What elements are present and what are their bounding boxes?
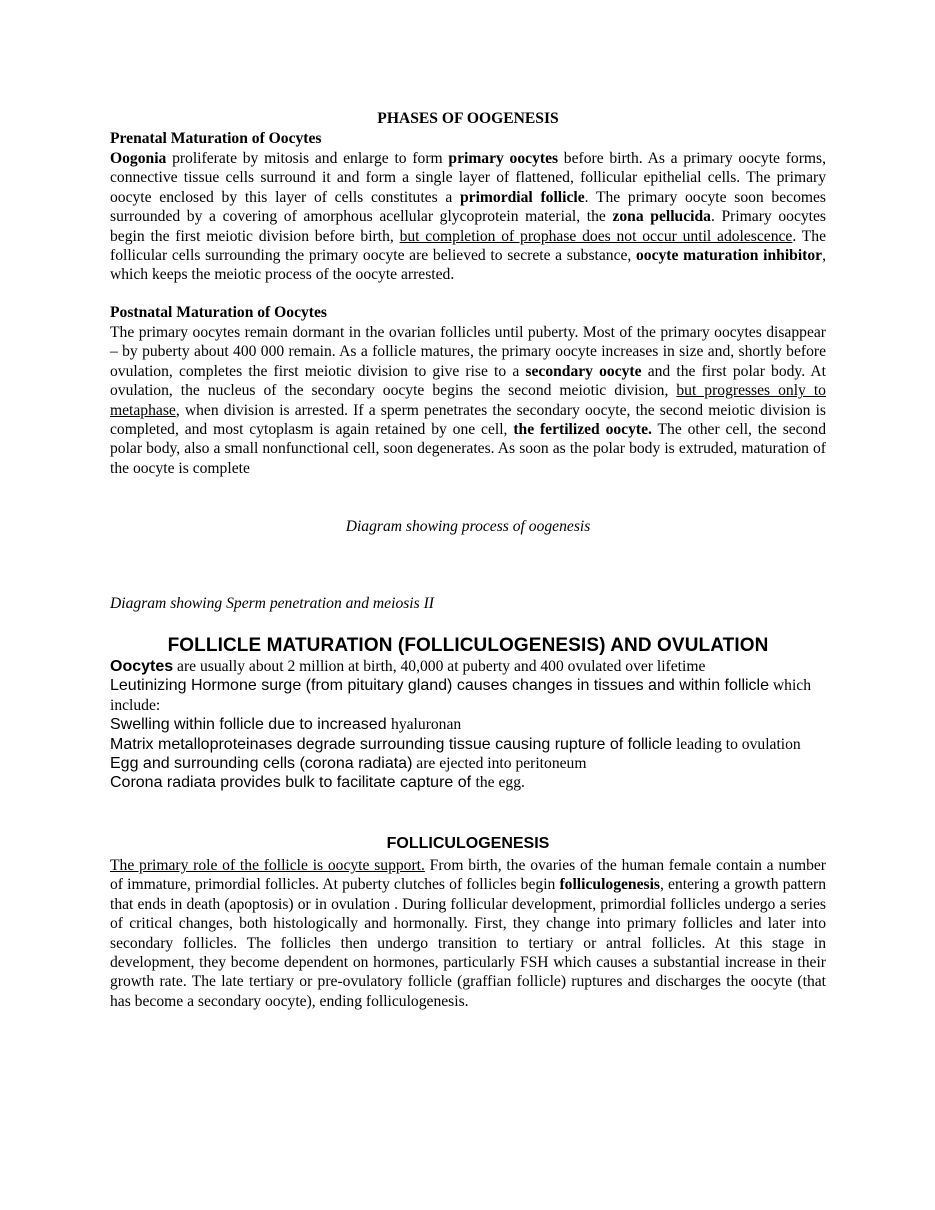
diagram-caption-oogenesis: Diagram showing process of oogenesis: [345, 518, 591, 535]
prenatal-paragraph: [110, 149, 826, 285]
text-run: folliculogenesis: [559, 876, 660, 894]
text-run: Corona radiata provides bulk to facilitate capture of: [110, 774, 476, 792]
follicle-list-item: [110, 773, 826, 792]
text-run: The primary oocytes remain dormant in the ovarian follicles until puberty. Most of the primary oocytes disappear – by puberty about 400 000 remain. As a follicle matures, the primary oocyte increases in size and, shortly before ovulation, completes the first meiotic division to give rise to a: [110, 324, 826, 380]
folliculogenesis-heading: FOLLICULOGENESIS: [386, 835, 550, 852]
text-run: but progresses only to metaphase: [110, 382, 826, 419]
text-run: before birth. As a primary oocyte forms, connective tissue cells surround it and form a single layer of flattened, follicular epithelial cells. The primary oocyte enclosed by this layer of cells constitutes a: [110, 150, 826, 206]
postnatal-heading: Postnatal Maturation of Oocytes: [110, 304, 327, 321]
follicle-list-item: [110, 735, 826, 754]
text-run: . Primary oocytes begin the first meiotic division before birth,: [110, 208, 826, 245]
text-run: , which keeps the meiotic process of the oocyte arrested.: [110, 247, 826, 284]
follicle-maturation-heading: FOLLICLE MATURATION (FOLLICULOGENESIS) AND OVULATION: [167, 635, 769, 656]
text-run: leading to ovulation: [672, 735, 801, 753]
text-run: the egg.: [475, 774, 525, 792]
follicle-list-item: [110, 657, 826, 676]
text-run: proliferate by mitosis and enlarge to form: [166, 150, 449, 167]
text-run: primordial follicle: [460, 188, 585, 206]
text-run: Matrix metalloproteinases degrade surrounding tissue causing rupture of follicle: [110, 735, 673, 753]
folliculogenesis-paragraph: [110, 856, 826, 1011]
text-run: The other cell, the second polar body, also a small nonfunctional cell, soon degenerates. As soon as the polar body is extruded, maturation of the oocyte is complete: [110, 421, 826, 477]
text-run: . The primary oocyte soon becomes surrounded by a covering of amorphous acellular glycoprotein material, the: [110, 188, 826, 226]
text-run: Swelling within follicle due to increased: [110, 716, 392, 734]
text-run: the fertilized oocyte.: [513, 421, 652, 439]
text-run: Oocytes: [110, 658, 174, 675]
text-run: hyaluronan: [391, 716, 462, 734]
text-run: are usually about 2 million at birth, 40,000 at puberty and 400 ovulated over lifetime: [173, 658, 706, 675]
text-run: From birth, the ovaries of the human female contain a number of immature, primordial follicles. At puberty clutches of follicles begin: [110, 857, 826, 894]
follicle-list-item: [110, 676, 826, 715]
diagram-caption-sperm-penetration: Diagram showing Sperm penetration and meiosis II: [110, 595, 434, 612]
text-run: Oogonia: [110, 150, 167, 167]
text-run: primary oocytes: [448, 150, 559, 167]
postnatal-paragraph: [110, 323, 826, 478]
text-run: Leutinizing Hormone surge (from pituitary gland) causes changes in tissues and within follicle: [110, 677, 769, 695]
text-run: oocyte maturation inhibitor: [636, 247, 823, 265]
text-run: are ejected into peritoneum: [412, 755, 587, 773]
text-run: secondary oocyte: [525, 362, 642, 380]
follicle-list-item: [110, 715, 826, 734]
prenatal-heading: Prenatal Maturation of Oocytes: [110, 130, 322, 147]
text-run: . The follicular cells surrounding the primary oocyte are believed to secrete a substance,: [110, 227, 826, 265]
text-run: but completion of prophase does not occur until adolescence: [399, 227, 793, 245]
text-run: Egg and surrounding cells (corona radiata): [110, 755, 413, 773]
text-run: The primary role of the follicle is oocyte support.: [110, 857, 425, 874]
document-title: PHASES OF OOGENESIS: [377, 110, 559, 127]
follicle-list-item: [110, 754, 826, 773]
text-run: and the first polar body. At ovulation, the nucleus of the secondary oocyte begins the second meiotic division,: [110, 362, 826, 400]
text-run: , when division is arrested. If a sperm penetrates the secondary oocyte, the second meiotic division is completed, and most cytoplasm is again retained by one cell,: [110, 401, 826, 439]
follicle-list: [110, 657, 826, 793]
text-run: zona pellucida: [612, 208, 711, 226]
text-run: which include:: [110, 677, 812, 714]
text-run: , entering a growth pattern that ends in death (apoptosis) or in ovulation . During follicular development, primordial follicles undergo a series of critical changes, both histologically and hormonally. First, they change into primary follicles and later into secondary follicles. The follicles then undergo transition to tertiary or antral follicles. At this stage in development, they become dependent on hormones, particularly FSH which causes a substantial increase in their growth rate. The late tertiary or pre-ovulatory follicle (graffian follicle) ruptures and discharges the oocyte (that has become a secondary oocyte), ending folliculogenesis.: [110, 876, 826, 1010]
